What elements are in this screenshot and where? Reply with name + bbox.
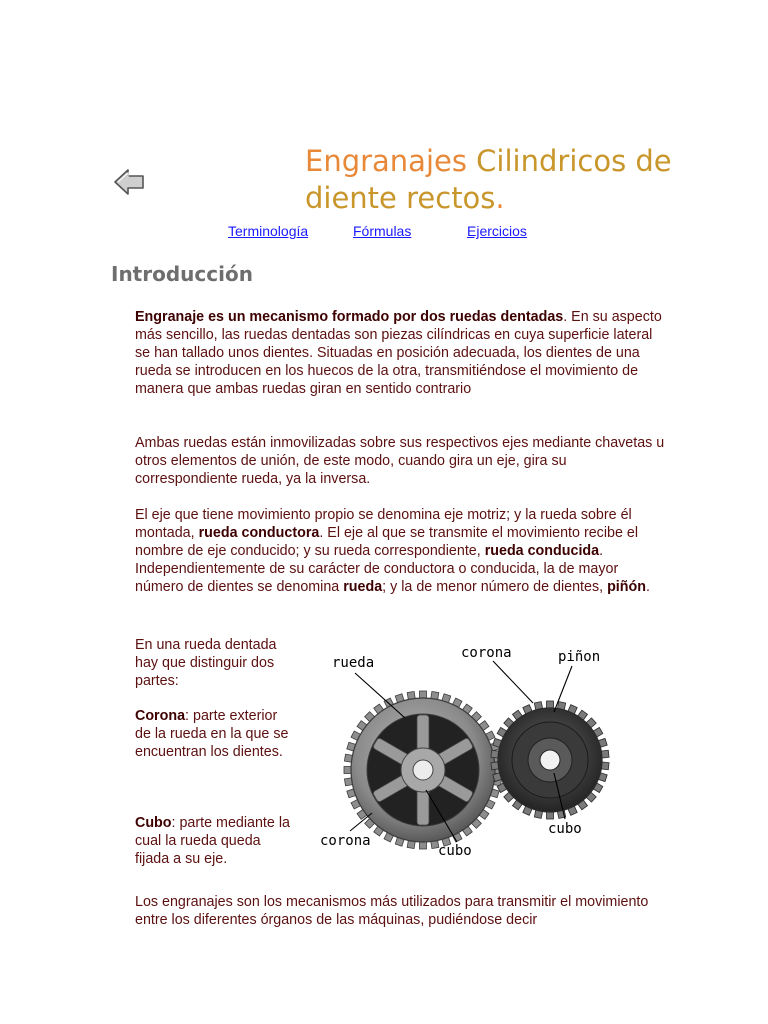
title-part2: Cilindricos de diente rectos xyxy=(305,144,672,215)
p3-text-c: . El eje al que se transmite el movimiento recibe el nombre de eje conducido; y su rueda correspondiente, xyxy=(135,525,638,559)
term-rueda-conducida: rueda conducida xyxy=(484,543,600,559)
nav-link-formulas[interactable]: Fórmulas xyxy=(353,223,412,239)
nav-link-terminologia[interactable]: Terminología xyxy=(228,223,309,239)
corona-definition: : parte exterior de la rueda en la que se encuentran los dientes. xyxy=(135,708,289,760)
term-rueda-conductora: rueda conductora xyxy=(198,525,320,541)
title-part1: Engranajes xyxy=(305,144,467,178)
p3-text-i: . xyxy=(645,579,650,595)
label-cubo-left: cubo xyxy=(438,843,472,859)
label-pinon: piñon xyxy=(558,649,601,665)
term-cubo: Cubo xyxy=(135,815,172,831)
big-gear-rueda xyxy=(344,691,502,849)
paragraph-motriz xyxy=(135,506,665,596)
nav-link-ejercicios[interactable]: Ejercicios xyxy=(467,223,527,239)
p3-text-g: ; y la de menor número de dientes, xyxy=(382,579,608,595)
paragraph-cubo xyxy=(135,814,295,868)
label-cubo-right: cubo xyxy=(548,821,582,837)
label-corona-top: corona xyxy=(461,645,512,661)
paragraph-intro-text: . En su aspecto más sencillo, las ruedas dentadas son piezas cilíndricas en cuya superficie lateral se han tallado unos dientes. Situadas en posición adecuada, los dientes de una rueda se introducen en los huecos de la otra, transmitiéndose el movimiento de manera que ambas ruedas giran en sentido contrario xyxy=(135,309,662,397)
label-corona-bottom: corona xyxy=(320,833,371,849)
gear-diagram xyxy=(310,635,630,870)
section-heading: Introducción xyxy=(111,262,253,286)
paragraph-intro-bold: Engranaje es un mecanismo formado por dos ruedas dentadas xyxy=(135,309,564,325)
paragraph-partes: En una rueda dentada hay que distinguir dos partes: xyxy=(135,637,277,689)
term-pinon: piñón xyxy=(607,579,646,595)
label-rueda: rueda xyxy=(332,655,375,671)
page-title xyxy=(305,143,745,217)
small-gear-pinon xyxy=(491,701,609,819)
title-period: . xyxy=(495,181,505,215)
paragraph-conclusion: Los engranajes son los mecanismos más utilizados para transmitir el movimiento entre los diferentes órganos de las máquinas, pudiéndose decir xyxy=(135,894,649,928)
term-rueda: rueda xyxy=(343,579,383,595)
term-corona: Corona xyxy=(135,708,186,724)
paragraph-ejes: Ambas ruedas están inmovilizadas sobre sus respectivos ejes mediante chavetas u otros elementos de unión, de este modo, cuando gira un eje, gira su correspondiente rueda, ya la inversa. xyxy=(135,435,665,487)
cubo-definition: : parte mediante la cual la rueda queda fijada a su eje. xyxy=(135,815,290,867)
back-arrow-icon[interactable] xyxy=(113,167,145,197)
p3-text-a: El eje que tiene movimiento propio se denomina eje motriz; y la rueda sobre él montada, xyxy=(135,507,632,541)
paragraph-intro xyxy=(135,308,665,398)
paragraph-corona xyxy=(135,707,295,761)
p3-text-e: . Independientemente de su carácter de conductora o conducida, la de mayor número de dientes se denomina xyxy=(135,543,619,595)
